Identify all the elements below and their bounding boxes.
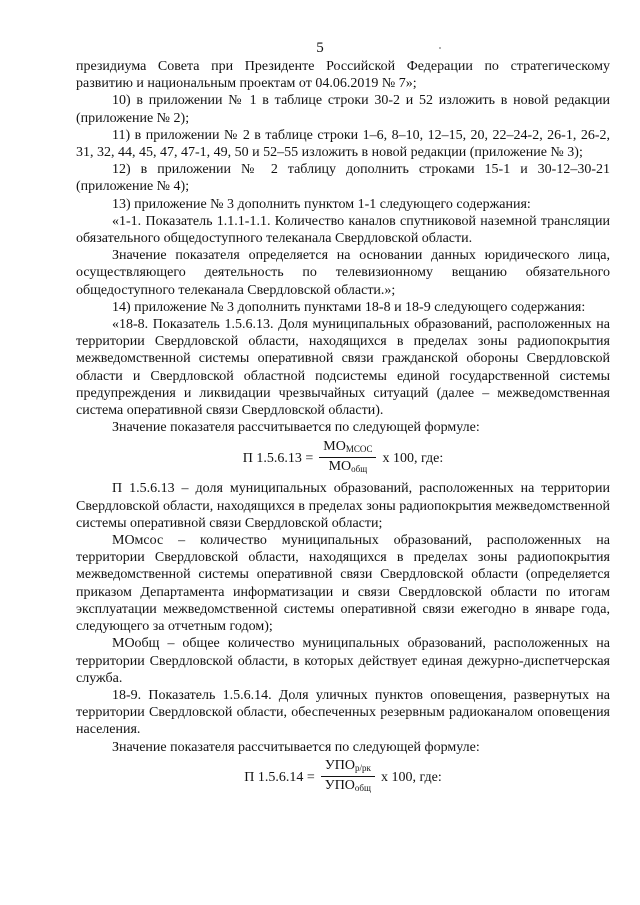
paragraph-group-mid (76, 480, 610, 755)
paragraph: 13) приложение № 3 дополнить пунктом 1-1 следующего содержания: (112, 196, 531, 212)
formula-1-5-6-14 (76, 758, 610, 798)
fraction-numerator: $УПО_{р/рк}$ (321, 758, 375, 777)
fraction-numerator: $МО_{МСОС}$ (319, 439, 376, 458)
scan-speck (439, 47, 441, 49)
formula-right: х 100, где: (380, 770, 442, 786)
paragraph: П 1.5.6.13 – доля муниципальных образований, расположенных на территории Свердловской области, находящихся в пределах зоны радиопокрытия межведомственной системы оперативной связи Свердловской области; (76, 481, 610, 531)
formula-right: х 100, где: (382, 450, 444, 466)
paragraph: «18-8. Показатель 1.5.6.13. Доля муниципальных образований, расположенных на территории Свердловской области, находящихся в пределах зоны радиопокрытия межведомственной системы оперативной связи гражданской обороны Свердловской области и Свердловской областной подсистемы единой государственной системы предупреждения и ликвидации чрезвычайных ситуаций (далее – межведомственная система оперативной связи Свердловской области). (76, 317, 610, 419)
fraction-denominator: $УПО_{общ}$ (324, 778, 371, 794)
paragraph: МОобщ – общее количество муниципальных образований, расположенных на территории Свердловской области, в которых действует единая дежурно-диспетчерская служба. (76, 636, 610, 686)
paragraph: 14) приложение № 3 дополнить пунктами 18-8 и 18-9 следующего содержания: (112, 299, 586, 315)
paragraph-group-top (76, 58, 610, 436)
paragraph: 12) в приложении № 2 таблицу дополнить строками 15-1 и 30-12–30-21 (приложение № 4); (76, 162, 610, 195)
fraction-denominator: $МО_{общ}$ (328, 458, 368, 474)
paragraph: Значение показателя рассчитывается по следующей формуле: (112, 420, 480, 436)
paragraph: 18-9. Показатель 1.5.6.14. Доля уличных пунктов оповещения, развернутых на территории Свердловской области, обеспеченных резервным радиоканалом оповещения населения. (76, 687, 610, 738)
formula-left: П 1.5.6.13 = (242, 450, 314, 466)
paragraph: МОмсос – количество муниципальных образований, расположенных на территории Свердловской области, находящихся в пределах зоны радиопокрытия межведомственной системы оперативной связи Свердловской области (определяется приказом Департамента информатизации и связи Свердловской области по итогам эксплуатации межведомственной системы оперативной связи ежегодно в январе года, следующего за отчетным годом); (76, 533, 610, 635)
formula-left: П 1.5.6.14 = (244, 770, 315, 786)
document-body (76, 58, 610, 800)
paragraph: Значение показателя рассчитывается по следующей формуле: (112, 739, 480, 755)
paragraph: «1-1. Показатель 1.1.1-1.1. Количество каналов спутниковой наземной трансляции обязательного общедоступного телеканала Свердловской области. (76, 213, 610, 247)
paragraph: президиума Совета при Президенте Российской Федерации по стратегическому развитию и национальным проектам от 04.06.2019 № 7»; (76, 59, 610, 92)
formula-fraction (321, 758, 375, 797)
paragraph: 11) в приложении № 2 в таблице строки 1–6, 8–10, 12–15, 20, 22–24-2, 26-1, 26-2, 31, 32, 44, 45, 47, 47-1, 49, 50 и 52–55 изложить в новой редакции (приложение № 3); (76, 127, 610, 161)
formula-1-5-6-13 (76, 438, 610, 478)
paragraph: 10) в приложении № 1 в таблице строки 30-2 и 52 изложить в новой редакции (приложение № 2); (76, 93, 610, 126)
formula-fraction (319, 439, 376, 478)
paragraph: Значение показателя определяется на основании данных юридического лица, осуществляющего деятельность по телевизионному вещанию обязательного общедоступного телеканала Свердловской области.»; (76, 248, 610, 298)
page-number: 5 (316, 40, 324, 56)
